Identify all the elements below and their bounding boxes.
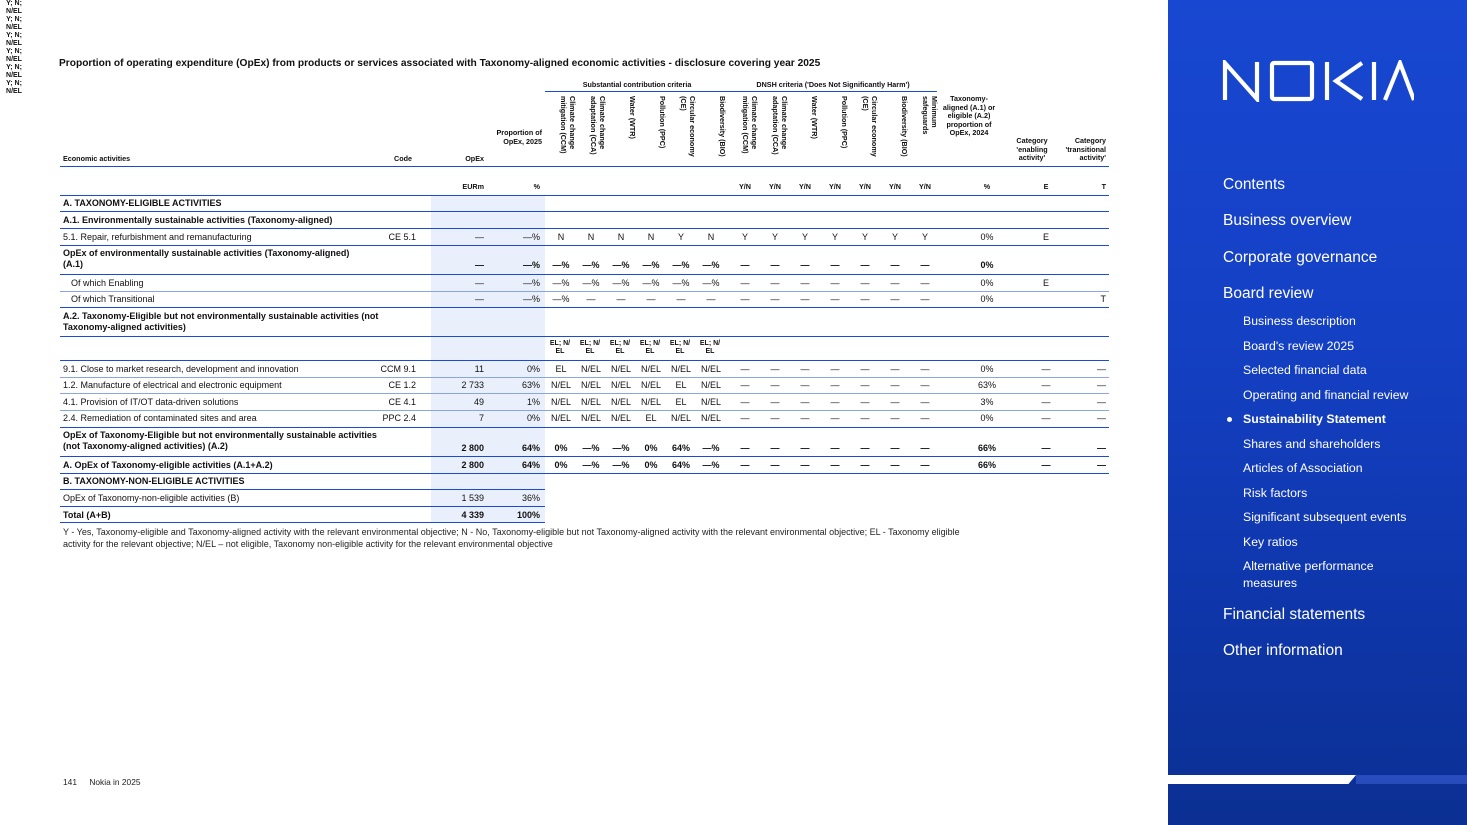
row-dnsh-2: — [800,260,810,270]
row-transitional: — [1097,443,1106,453]
row-sc-5: —% [702,443,720,453]
section-a1-label: A.1. Environmentally sustainable activities (Taxonomy-aligned) [63,215,333,225]
header-sc-0: Climate change mitigation (CCM) [559,96,577,154]
row-sc-2: —% [612,260,630,270]
row-sc-2: N/EL [610,364,631,374]
row-sc-4: N/EL [670,364,691,374]
row-opex: 49 [473,397,484,407]
row-sc-0: EL [555,364,567,374]
row-sc-5: —% [702,278,720,288]
row-dnsh-2: — [800,460,810,470]
row-enabling: — [1041,380,1051,390]
unit-sc-0: Y; N; N/EL [6,0,22,15]
row-enabling: — [1041,443,1051,453]
row-sc-4: 64% [671,460,690,470]
row-dnsh-2: — [800,443,810,453]
row-dnsh-6: — [920,278,930,288]
header-sc-1: Climate change adaptation (CCA) [589,96,607,155]
header-dnsh-0: Climate change mitigation (CCM) [741,96,759,154]
row-dnsh-0: — [740,278,750,288]
row-dnsh-6: — [920,443,930,453]
row-sc-2: —% [612,278,630,288]
substantial-contribution-header: Substantial contribution criteria [545,80,729,92]
table-rule [60,489,545,490]
row-dnsh-1: — [770,364,780,374]
unit-sc-1: Y; N; N/EL [6,16,22,31]
row-dnsh-6: — [920,460,930,470]
row-sc-1: —% [582,443,600,453]
dnsh-header: DNSH criteria ('Does Not Significantly Harm') [729,80,937,92]
row-sc-4: — [676,294,686,304]
row-dnsh-0: — [740,364,750,374]
header-sc-4: Circular economy (CE) [679,96,697,157]
row-dnsh-1: — [770,443,780,453]
row-sc-3: N/EL [640,380,661,390]
active-bullet-icon [1227,417,1232,422]
row-sc-3: 0% [644,460,658,470]
row-sc-0: —% [552,278,570,288]
row-sc-0: N [557,232,565,242]
row-sc-5: N/EL [700,380,721,390]
row-dnsh-5: — [890,278,900,288]
row-code: CE 4.1 [388,397,416,407]
a2-unit-4: EL; N/ EL [669,340,691,355]
unit-prev: % [983,182,991,191]
row-opex: 4 339 [461,510,484,520]
header-enabling: Category 'enabling activity' [1016,136,1048,163]
row-dnsh-0: — [740,443,750,453]
row-transitional: — [1097,380,1106,390]
row-dnsh-5: — [890,413,900,423]
row-dnsh-3: — [830,397,840,407]
row-proportion: 100% [516,510,540,520]
unit-dnsh-0: Y/N [739,182,751,191]
row-enabling: — [1041,397,1051,407]
header-activities: Economic activities [63,154,131,163]
row-prev: 0% [980,232,994,242]
row-label: 9.1. Close to market research, development and innovation [63,364,299,374]
table-rule [60,336,1109,337]
row-dnsh-6: — [920,294,930,304]
unit-transitional: T [1101,182,1106,191]
row-dnsh-4: — [860,413,870,423]
row-transitional: — [1097,397,1106,407]
row-dnsh-0: — [740,413,750,423]
row-dnsh-0: — [740,260,750,270]
row-sc-5: N/EL [700,364,721,374]
table-rule [60,274,1109,275]
row-dnsh-2: — [800,380,810,390]
row-proportion: 0% [526,413,540,423]
row-prev: 66% [977,460,996,470]
row-label: Of which Enabling [71,278,144,288]
row-transitional: — [1097,364,1106,374]
row-dnsh-6: — [920,413,930,423]
nav-item-2[interactable]: Corporate governance [1223,249,1378,266]
row-dnsh-0: — [740,380,750,390]
row-proportion: —% [522,232,540,242]
row-sc-5: — [706,294,716,304]
row-sc-1: N/EL [580,364,601,374]
row-dnsh-4: — [860,278,870,288]
row-sc-1: —% [582,278,600,288]
unit-dnsh-2: Y/N [799,182,811,191]
row-sc-3: —% [642,260,660,270]
header-sc-2: Water (WTR) [628,96,637,139]
row-sc-2: — [616,294,626,304]
row-sc-3: N/EL [640,364,661,374]
a2-unit-3: EL; N/ EL [639,340,661,355]
nav-subitem-6[interactable]: Articles of Association [1243,461,1363,475]
nav-item-3[interactable]: Board review [1223,285,1314,302]
row-enabling: — [1041,364,1051,374]
unit-sc-2: Y; N; N/EL [6,32,22,47]
row-code: CCM 9.1 [380,364,416,374]
row-dnsh-1: — [770,460,780,470]
row-dnsh-4: — [860,397,870,407]
nav-subitem-3[interactable]: Operating and financial review [1243,388,1409,402]
row-dnsh-5: — [890,260,900,270]
row-dnsh-4: — [860,364,870,374]
row-enabling: E [1042,232,1049,242]
row-label: OpEx of Taxonomy-non-eligible activities (B) [63,493,240,503]
row-dnsh-6: — [920,380,930,390]
row-opex: 2 800 [461,460,484,470]
row-label: OpEx of Taxonomy-Eligible but not environmentally sustainable activities (not Taxonomy-aligned activities) (A.2) [63,430,377,451]
row-code: CE 1.2 [388,380,416,390]
row-prev: 0% [980,278,994,288]
row-dnsh-5: Y [891,232,898,242]
row-sc-2: N/EL [610,397,631,407]
row-dnsh-2: Y [801,232,808,242]
row-opex: — [475,294,484,304]
row-dnsh-1: — [770,278,780,288]
row-dnsh-5: — [890,397,900,407]
row-dnsh-0: — [740,460,750,470]
table-rule [60,377,1109,378]
section-a-label: A. TAXONOMY-ELIGIBLE ACTIVITIES [63,198,222,208]
row-sc-1: —% [582,460,600,470]
row-dnsh-4: — [860,294,870,304]
unit-dnsh-1: Y/N [769,182,781,191]
row-sc-1: N/EL [580,413,601,423]
header-proportion: Proportion of OpEx, 2025 [496,128,542,146]
table-rule [60,522,545,523]
row-transitional: — [1097,413,1106,423]
row-dnsh-6: — [920,397,930,407]
row-sc-4: —% [672,278,690,288]
page-footer [63,777,151,787]
unit-dnsh-4: Y/N [859,182,871,191]
row-sc-5: —% [702,460,720,470]
row-dnsh-4: — [860,260,870,270]
row-dnsh-0: Y [741,232,748,242]
row-label: Total (A+B) [63,510,111,520]
row-dnsh-1: — [770,413,780,423]
row-proportion: 63% [521,380,540,390]
a2-unit-1: EL; N/ EL [579,340,601,355]
header-dnsh-5: Biodiversity (BIO) [900,96,909,157]
row-sc-0: 0% [554,460,568,470]
row-proportion: 36% [521,493,540,503]
row-dnsh-3: — [830,278,840,288]
nav-subitem-4[interactable]: Sustainability Statement [1243,412,1386,426]
table-rule [60,473,1109,474]
row-label: 5.1. Repair, refurbishment and remanufacturing [63,232,252,242]
row-dnsh-4: — [860,443,870,453]
row-dnsh-5: — [890,380,900,390]
table-rule [60,427,1109,428]
row-sc-4: EL [675,380,687,390]
header-opex: OpEx [465,154,484,163]
nav-item-lower-1[interactable]: Other information [1223,642,1343,659]
row-label: 2.4. Remediation of contaminated sites and area [63,413,257,423]
table-rule [60,228,1109,229]
row-sc-2: N [617,232,625,242]
nav-item-1[interactable]: Business overview [1223,212,1352,229]
row-enabling: E [1042,278,1049,288]
nav-item-0[interactable]: Contents [1223,176,1286,193]
row-dnsh-1: — [770,397,780,407]
row-dnsh-3: — [830,460,840,470]
row-sc-4: —% [672,260,690,270]
section-b-label: B. TAXONOMY-NON-ELIGIBLE ACTIVITIES [63,476,245,486]
row-label: Of which Transitional [71,294,155,304]
row-sc-3: — [646,294,656,304]
row-sc-4: N/EL [670,413,691,423]
row-enabling: — [1041,413,1051,423]
row-dnsh-3: — [830,380,840,390]
nav-subitem-5[interactable]: Shares and shareholders [1243,437,1381,451]
row-opex: — [475,232,484,242]
table-title: Proportion of operating expenditure (OpEx) from products or services associated with Taxonomy-aligned economic activities - disclosure covering year 2025 [59,58,821,69]
document-name: Nokia in 2025 [89,777,141,787]
unit-sc-5: Y; N; N/EL [6,80,22,95]
header-sc-5: Biodiversity (BIO) [718,96,727,157]
a2-unit-2: EL; N/ EL [609,340,631,355]
row-sc-1: N [587,232,595,242]
row-prev: 66% [977,443,996,453]
row-sc-2: N/EL [610,413,631,423]
row-proportion: —% [522,260,540,270]
row-sc-5: —% [702,260,720,270]
row-sc-4: EL [675,397,687,407]
footnote: Y - Yes, Taxonomy-eligible and Taxonomy-aligned activity with the relevant environmental objective; N - No, Taxonomy-eligible but not Taxonomy-aligned activity with the relevant environmental objective; EL - Taxonomy eligible activity for the relevant objective; N/EL – not eligible, Taxonomy non-eligible activity for the relevant environmental objective [63,527,960,549]
row-dnsh-3: — [830,294,840,304]
a2-unit-0: EL; N/ EL [549,340,571,355]
row-dnsh-5: — [890,460,900,470]
row-sc-3: 0% [644,443,658,453]
row-sc-2: —% [612,460,630,470]
header-dnsh-2: Water (WTR) [810,96,819,139]
row-dnsh-4: Y [861,232,868,242]
page-number: 141 [63,777,77,787]
row-proportion: 1% [526,397,540,407]
row-dnsh-3: Y [831,232,838,242]
row-opex: 2 800 [461,443,484,453]
table-rule [60,393,1109,394]
row-dnsh-5: — [890,364,900,374]
header-rule-1 [60,195,1109,196]
row-proportion: 0% [526,364,540,374]
row-dnsh-2: — [800,278,810,288]
row-proportion: —% [522,278,540,288]
table-rule [60,245,1109,246]
header-dnsh-1: Climate change adaptation (CCA) [771,96,789,155]
table-rule [60,211,1109,212]
header-transitional: Category 'transitional activity' [1065,136,1106,163]
row-dnsh-4: — [860,380,870,390]
header-prev-proportion: Taxonomy-aligned (A.1) or eligible (A.2) proportion of OpEx, 2024 [942,94,996,138]
header-code: Code [394,154,412,163]
row-dnsh-2: — [800,364,810,374]
nav-subitem-8[interactable]: Significant subsequent events [1243,510,1407,524]
unit-dnsh-6: Y/N [919,182,931,191]
row-sc-4: Y [677,232,684,242]
unit-sc-4: Y; N; N/EL [6,64,22,79]
row-dnsh-1: Y [771,232,778,242]
nokia-logo[interactable] [1222,60,1414,102]
row-dnsh-3: — [830,364,840,374]
row-prev: 0% [980,413,994,423]
nav-subitem-0[interactable]: Business description [1243,314,1356,328]
row-dnsh-2: — [800,397,810,407]
row-sc-3: —% [642,278,660,288]
table-rule [60,291,1109,292]
row-opex: 1 539 [461,493,484,503]
row-label: A. OpEx of Taxonomy-eligible activities (A.1+A.2) [63,460,273,470]
unit-sc-3: Y; N; N/EL [6,48,22,63]
header-dnsh-6: Minimum safeguards [921,96,939,135]
row-sc-0: —% [552,294,570,304]
row-opex: — [475,278,484,288]
section-a2-label: A.2. Taxonomy-Eligible but not environmentally sustainable activities (not Taxonomy-aligned activities) [63,311,379,332]
row-dnsh-1: — [770,260,780,270]
row-dnsh-1: — [770,294,780,304]
row-code: PPC 2.4 [382,413,416,423]
row-sc-3: N/EL [640,397,661,407]
nav-subitem-2[interactable]: Selected financial data [1243,363,1367,377]
table-rule [60,506,545,507]
row-dnsh-2: — [800,413,810,423]
row-sc-2: —% [612,443,630,453]
table-rule [60,410,1109,411]
a2-unit-5: EL; N/ EL [699,340,721,355]
row-dnsh-3: — [830,413,840,423]
row-sc-1: N/EL [580,380,601,390]
row-dnsh-6: — [920,260,930,270]
row-proportion: 64% [521,443,540,453]
row-prev: 63% [977,380,996,390]
nav-subitem-10[interactable]: Alternative performance measures [1243,559,1374,590]
row-transitional: — [1097,460,1106,470]
row-dnsh-6: — [920,364,930,374]
header-dnsh-4: Circular economy (CE) [861,96,879,157]
row-prev: 0% [980,294,994,304]
row-label: 1.2. Manufacture of electrical and electronic equipment [63,380,282,390]
row-dnsh-5: — [890,294,900,304]
row-transitional: T [1100,294,1106,304]
row-sc-5: N/EL [700,413,721,423]
row-sc-0: N/EL [550,397,571,407]
row-proportion: —% [522,294,540,304]
row-enabling: — [1041,460,1051,470]
row-code: CE 5.1 [388,232,416,242]
row-sc-1: —% [582,260,600,270]
row-sc-4: 64% [671,443,690,453]
unit-opex: EURm [462,182,484,191]
decorative-swoosh [1168,775,1356,784]
row-sc-3: EL [645,413,657,423]
row-prev: 0% [980,260,994,270]
row-dnsh-6: Y [921,232,928,242]
row-sc-5: N [707,232,715,242]
row-dnsh-3: — [830,260,840,270]
unit-dnsh-3: Y/N [829,182,841,191]
row-dnsh-4: — [860,460,870,470]
row-dnsh-0: — [740,397,750,407]
header-sc-3: Pollution (PPC) [658,96,667,149]
header-dnsh-3: Pollution (PPC) [840,96,849,149]
row-opex: 7 [478,413,484,423]
row-prev: 0% [980,364,994,374]
unit-dnsh-5: Y/N [889,182,901,191]
table-rule [60,360,1109,361]
row-opex: 2 733 [461,380,484,390]
row-proportion: 64% [521,460,540,470]
row-dnsh-1: — [770,380,780,390]
row-label: 4.1. Provision of IT/OT data-driven solutions [63,397,239,407]
row-opex: — [475,260,484,270]
row-sc-0: —% [552,260,570,270]
row-sc-0: N/EL [550,413,571,423]
row-opex: 11 [474,364,484,374]
row-sc-0: N/EL [550,380,571,390]
unit-proportion: % [533,182,540,191]
row-sc-1: — [586,294,596,304]
table-rule [60,456,1109,457]
row-dnsh-0: — [740,294,750,304]
row-dnsh-3: — [830,443,840,453]
nav-subitem-9[interactable]: Key ratios [1243,535,1298,549]
table-rule [60,307,1109,308]
nav-subitem-1[interactable]: Board's review 2025 [1243,339,1355,353]
row-dnsh-2: — [800,294,810,304]
row-sc-2: N/EL [610,380,631,390]
nav-item-lower-0[interactable]: Financial statements [1223,606,1366,623]
row-sc-0: 0% [554,443,568,453]
row-sc-1: N/EL [580,397,601,407]
unit-enabling: E [1043,182,1049,191]
row-label: OpEx of environmentally sustainable activities (Taxonomy-aligned) (A.1) [63,248,350,269]
decorative-swoosh-shadow [1356,775,1467,784]
row-prev: 3% [980,397,994,407]
nav-subitem-7[interactable]: Risk factors [1243,486,1308,500]
header-rule-0 [60,166,1109,167]
row-sc-5: N/EL [700,397,721,407]
row-sc-3: N [647,232,655,242]
row-dnsh-5: — [890,443,900,453]
